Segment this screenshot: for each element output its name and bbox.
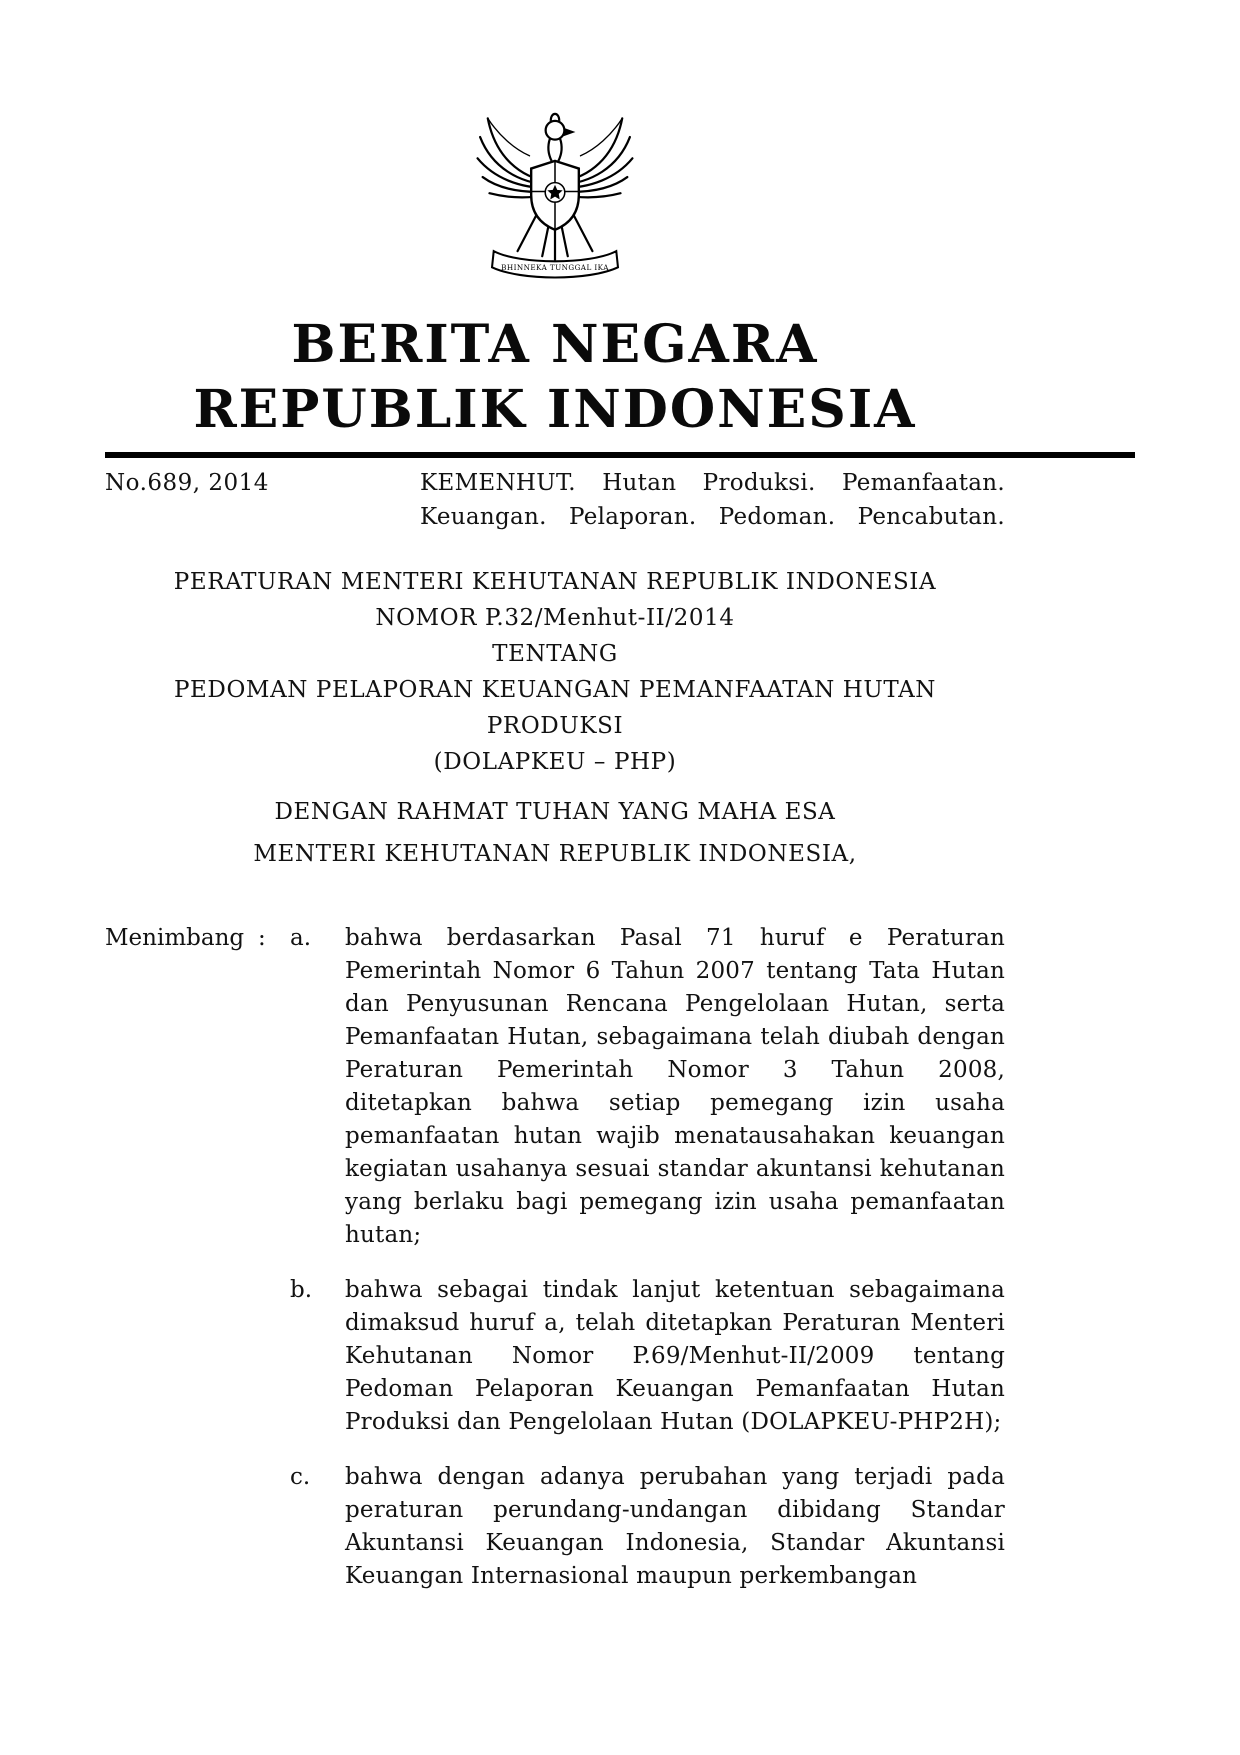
item-letter-c: c.: [290, 1464, 311, 1490]
invocation-block: [105, 794, 1005, 872]
motto-text: BHINNEKA TUNGGAL IKA: [501, 262, 609, 272]
gazette-header-row: [105, 466, 1005, 534]
gazette-number: No.689, 2014: [105, 470, 269, 496]
subject-block: [420, 466, 1005, 534]
regulation-title: PERATURAN MENTERI KEHUTANAN REPUBLIK INDONESIA: [173, 569, 937, 595]
emblem-container: [105, 86, 1005, 286]
gazette-title-line2: REPUBLIK INDONESIA: [193, 379, 917, 440]
garuda-emblem-icon: [469, 86, 641, 286]
tentang-label: TENTANG: [492, 641, 618, 667]
gazette-title-line1: BERITA NEGARA: [291, 314, 819, 375]
eagle-head: [546, 114, 576, 161]
menimbang-section: [105, 922, 1005, 1593]
authority-line: MENTERI KEHUTANAN REPUBLIK INDONESIA,: [253, 841, 857, 867]
item-text-b: bahwa sebagai tindak lanjut ketentuan sebagaimana dimaksud huruf a, telah ditetapkan Peraturan Menteri Kehutanan Nomor P.69/Menhut-II/2009 tentang Pedoman Pelaporan Keuangan Pemanfaatan Hutan Produksi dan Pengelolaan Hutan (DOLAPKEU-PHP2H);: [345, 1277, 1005, 1435]
menimbang-item-b: [105, 1274, 1005, 1439]
menimbang-item-a: [105, 922, 1005, 1252]
menimbang-label: Menimbang: [105, 925, 245, 951]
invocation-line: DENGAN RAHMAT TUHAN YANG MAHA ESA: [274, 799, 836, 825]
subject-line-2: Keuangan. Pelaporan. Pedoman. Pencabutan.: [420, 504, 1005, 530]
item-letter-b: b.: [290, 1277, 313, 1303]
regulation-subject: PEDOMAN PELAPORAN KEUANGAN PEMANFAATAN HUTAN PRODUKSI: [173, 677, 937, 739]
item-letter-a: a.: [290, 925, 312, 951]
tail-feathers: [542, 227, 568, 259]
masthead-rule: [105, 452, 1135, 458]
item-text-a: bahwa berdasarkan Pasal 71 huruf e Peraturan Pemerintah Nomor 6 Tahun 2007 tentang Tata Hutan dan Penyusunan Rencana Pengelolaan Hutan, serta Pemanfaatan Hutan, sebagaimana telah diubah dengan Peraturan Pemerintah Nomor 3 Tahun 2008, ditetapkan bahwa setiap pemegang izin usaha pemanfaatan hutan wajib menatausahakan keuangan kegiatan usahanya sesuai standar akuntansi kehutanan yang berlaku bagi pemegang izin usaha pemanfaatan hutan;: [345, 925, 1005, 1248]
regulation-heading: [105, 564, 1005, 780]
regulation-number: NOMOR P.32/Menhut-II/2014: [375, 605, 735, 631]
regulation-abbreviation: (DOLAPKEU – PHP): [433, 749, 677, 775]
gazette-title: [105, 312, 1005, 442]
menimbang-item-c: [105, 1461, 1005, 1593]
subject-line-1: KEMENHUT. Hutan Produksi. Pemanfaatan.: [420, 470, 1005, 496]
pancasila-shield: [531, 161, 579, 230]
item-text-c: bahwa dengan adanya perubahan yang terjadi pada peraturan perundang-undangan dibidang Standar Akuntansi Keuangan Indonesia, Standar Akuntansi Keuangan Internasional maupun perkembangan: [345, 1464, 1005, 1589]
menimbang-colon: :: [258, 925, 266, 951]
